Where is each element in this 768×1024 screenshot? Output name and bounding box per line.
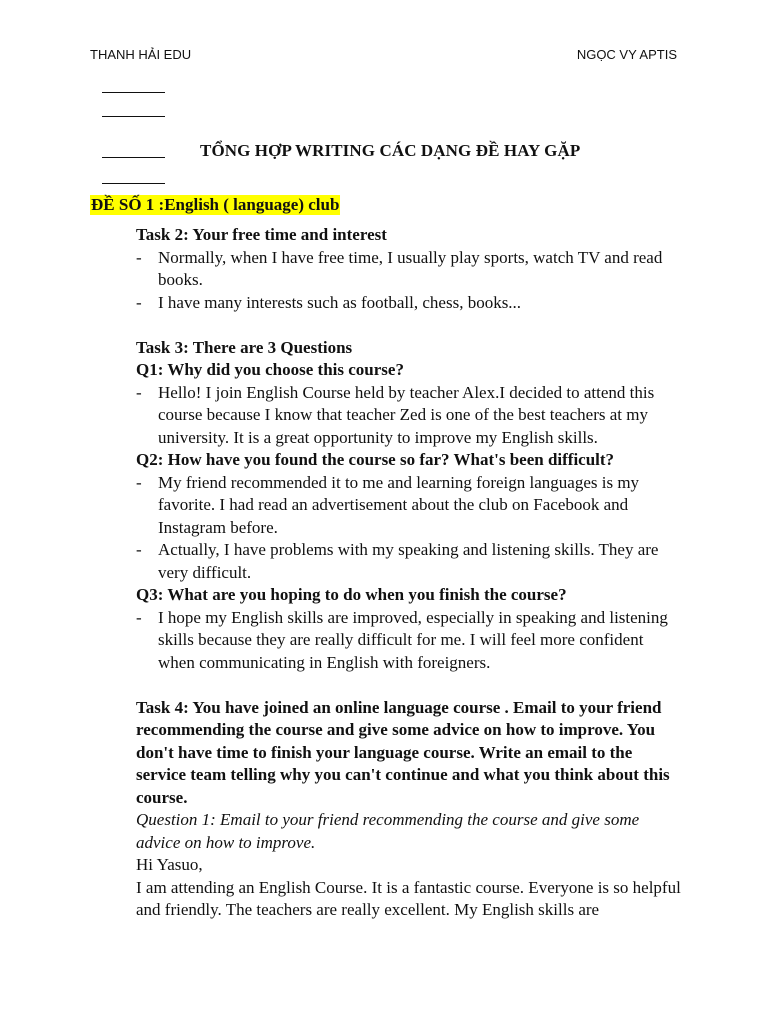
task4-question1: Question 1: Email to your friend recommending the course and give some advice on how to improve. <box>136 810 640 852</box>
list-item: - I hope my English skills are improved, especially in speaking and listening skills because they are really difficult for me. I will feel more confident when communicating in English with foreigners. <box>136 607 668 672</box>
list-item: - Normally, when I have free time, I usually play sports, watch TV and read books. <box>136 247 663 289</box>
task2-heading: Task 2: Your free time and interest <box>136 225 387 244</box>
list-item: - Actually, I have problems with my speaking and listening skills. They are very difficult. <box>136 540 659 582</box>
header-left: THANH HẢI EDU <box>90 47 192 62</box>
blank-line <box>102 92 165 93</box>
question-q2: Q2: How have you found the course so far? What's been difficult? <box>136 450 615 469</box>
document-body <box>136 224 684 922</box>
email-body: I am attending an English Course. It is a fantastic course. Everyone is so helpful and friendly. The teachers are really excellent. My English skills are <box>136 877 681 919</box>
task3-heading: Task 3: There are 3 Questions <box>136 337 353 357</box>
question-q3: Q3: What are you hoping to do when you finish the course? <box>136 585 567 604</box>
list-item: - I have many interests such as football, chess, books... <box>136 292 522 312</box>
email-greeting: Hi Yasuo, <box>136 855 203 874</box>
question-q1: Q1: Why did you choose this course? <box>136 360 404 379</box>
list-item: - My friend recommended it to me and learning foreign languages is my favorite. I had read an advertisement about the club on Facebook and Instagram before. <box>136 472 640 537</box>
blank-line <box>102 157 165 158</box>
header-right: NGỌC VY APTIS <box>576 47 677 62</box>
section-heading: ĐỀ SỐ 1 :English ( language) club <box>91 195 340 214</box>
task4-heading: Task 4: You have joined an online language course . Email to your friend recommending the course and give some advice on how to improve. You don't have time to finish your language course. Write an email to the service team telling why you can't continue and what you think about this course. <box>136 697 670 807</box>
blank-line <box>102 183 165 184</box>
document-title: TỔNG HỢP WRITING CÁC DẠNG ĐỀ HAY GẶP <box>200 141 581 160</box>
list-item: - Hello! I join English Course held by teacher Alex.I decided to attend this course because I know that teacher Zed is one of the best teachers at my university. It is a great opportunity to improve my English skills. <box>136 382 655 447</box>
blank-line <box>102 116 165 117</box>
